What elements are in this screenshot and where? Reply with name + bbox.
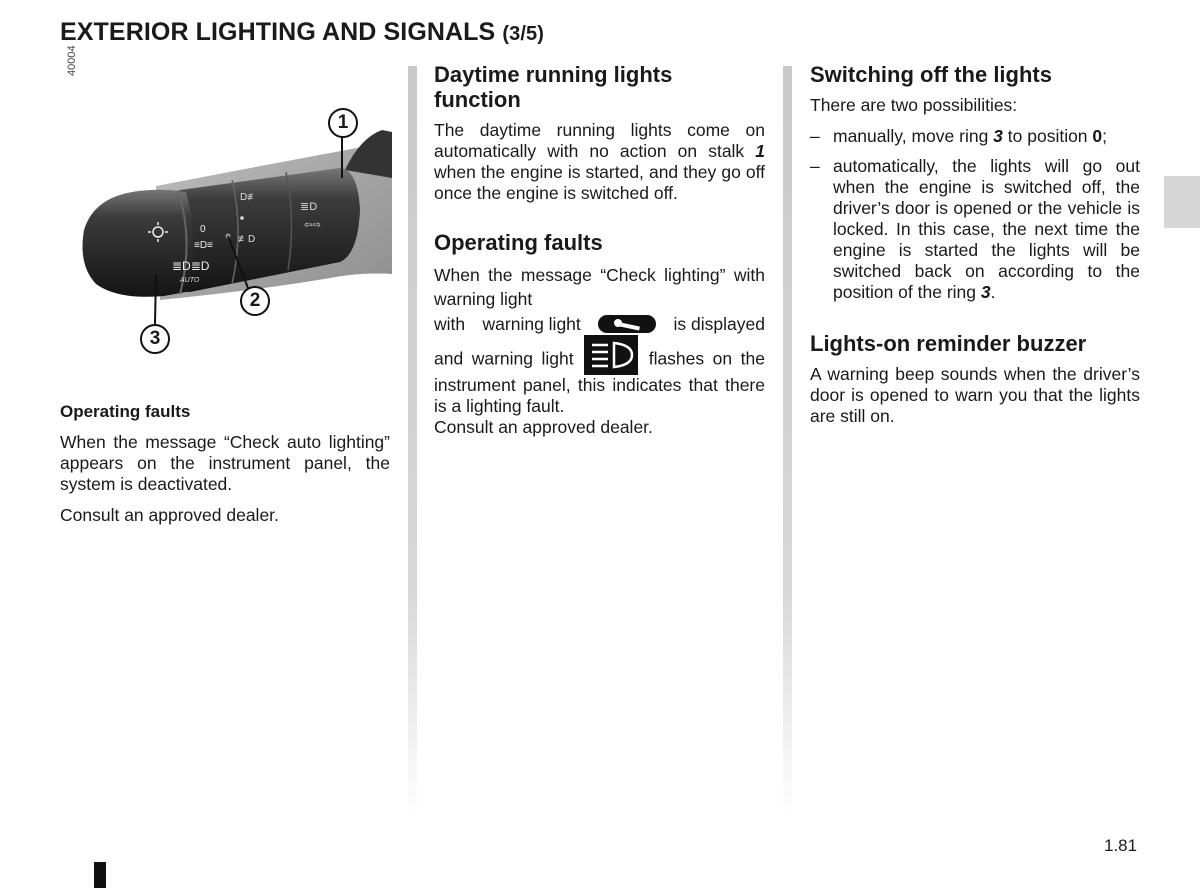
switching-off-list — [810, 126, 1140, 303]
ring-ref-2: 3 — [980, 282, 991, 302]
page-number: 1.81 — [1104, 836, 1138, 855]
daytime-text-a: The daytime running lights come on automatically with no action on stalk — [434, 120, 765, 161]
page-title-text: EXTERIOR LIGHTING AND SIGNALS — [60, 18, 496, 46]
section-title-daytime-running-lights: Daytime running lights function — [434, 62, 673, 112]
column-divider-left — [408, 66, 417, 818]
page-part: (3/5) — [502, 23, 544, 45]
left-paragraph-1: When the message “Check auto lighting” appears on the instrument panel, the system is deactivated. — [60, 432, 390, 494]
section-title-operating-faults: Operating faults — [434, 230, 603, 255]
fault-text-c: and warning light — [434, 348, 574, 369]
ring-ref: 3 — [993, 126, 1003, 146]
fault-text-line-1: When the message “Check lighting” with warning light — [434, 265, 765, 309]
headlight-warning-icon — [584, 335, 638, 375]
section-title-switching-off: Switching off the lights — [810, 62, 1052, 87]
fault-text-line-2: with warning light is displayed — [434, 313, 765, 334]
stalk-auto-label: AUTO — [180, 277, 200, 284]
corner-mark — [94, 862, 106, 888]
svg-text:D≢: D≢ — [240, 192, 258, 203]
callout-3: 3 — [140, 324, 170, 354]
fault-text-d: flashes on the instrument panel, this indicates that there is a lighting fault. — [434, 348, 765, 416]
list-item-automatic — [810, 156, 1140, 303]
wrench-warning-icon — [598, 315, 656, 333]
callout-2: 2 — [240, 286, 270, 316]
fault-paragraph-2 — [434, 345, 765, 438]
fault-text-b: is displayed — [673, 313, 765, 334]
section-title-reminder-buzzer: Lights-on reminder buzzer — [810, 331, 1087, 356]
stalk-position-0: 0 — [200, 224, 206, 235]
auto-text-b: . — [990, 282, 996, 302]
auto-text-a: automatically, the lights will go out when the engine is switched off, the driver’s door is opened or the vehicle is locked. In this case, the next time the engine is started the lights will be switched back on according to the position of the ring — [833, 156, 1140, 302]
left-heading: Operating faults — [60, 402, 191, 421]
fault-text-e: Consult an approved dealer. — [434, 417, 653, 437]
svg-text:≡D≡: ≡D≡ — [194, 240, 213, 251]
manual-text-b: to position — [1002, 126, 1093, 146]
reminder-buzzer-text: A warning beep sounds when the driver’s door is opened to warn you that the lights are still on. — [810, 364, 1140, 426]
figure-code: 40004 — [66, 45, 78, 76]
svg-text:≣D≣D: ≣D≣D — [172, 259, 210, 273]
manual-text-c: ; — [1102, 126, 1108, 146]
svg-text:≣D: ≣D — [300, 201, 318, 213]
svg-text:≢D: ≢D — [238, 234, 256, 245]
switching-off-intro: There are two possibilities: — [810, 95, 1018, 115]
page-title — [60, 18, 544, 47]
middle-column — [434, 60, 765, 448]
list-item-manual — [810, 126, 1140, 147]
position-ref: 0 — [1092, 126, 1103, 146]
daytime-paragraph — [434, 120, 765, 204]
right-column — [810, 60, 1140, 437]
svg-text:⇦⇨: ⇦⇨ — [304, 220, 321, 231]
callout-1: 1 — [328, 108, 358, 138]
left-paragraph-2: Consult an approved dealer. — [60, 505, 279, 525]
lighting-stalk-figure — [60, 45, 392, 380]
daytime-text-b: when the engine is started, and they go off once the engine is switched off. — [434, 162, 765, 203]
column-divider-right — [783, 66, 792, 818]
chapter-tab — [1164, 176, 1200, 228]
stalk-ref: 1 — [755, 141, 765, 161]
manual-text-a: manually, move ring — [833, 126, 994, 146]
left-column — [60, 45, 390, 536]
